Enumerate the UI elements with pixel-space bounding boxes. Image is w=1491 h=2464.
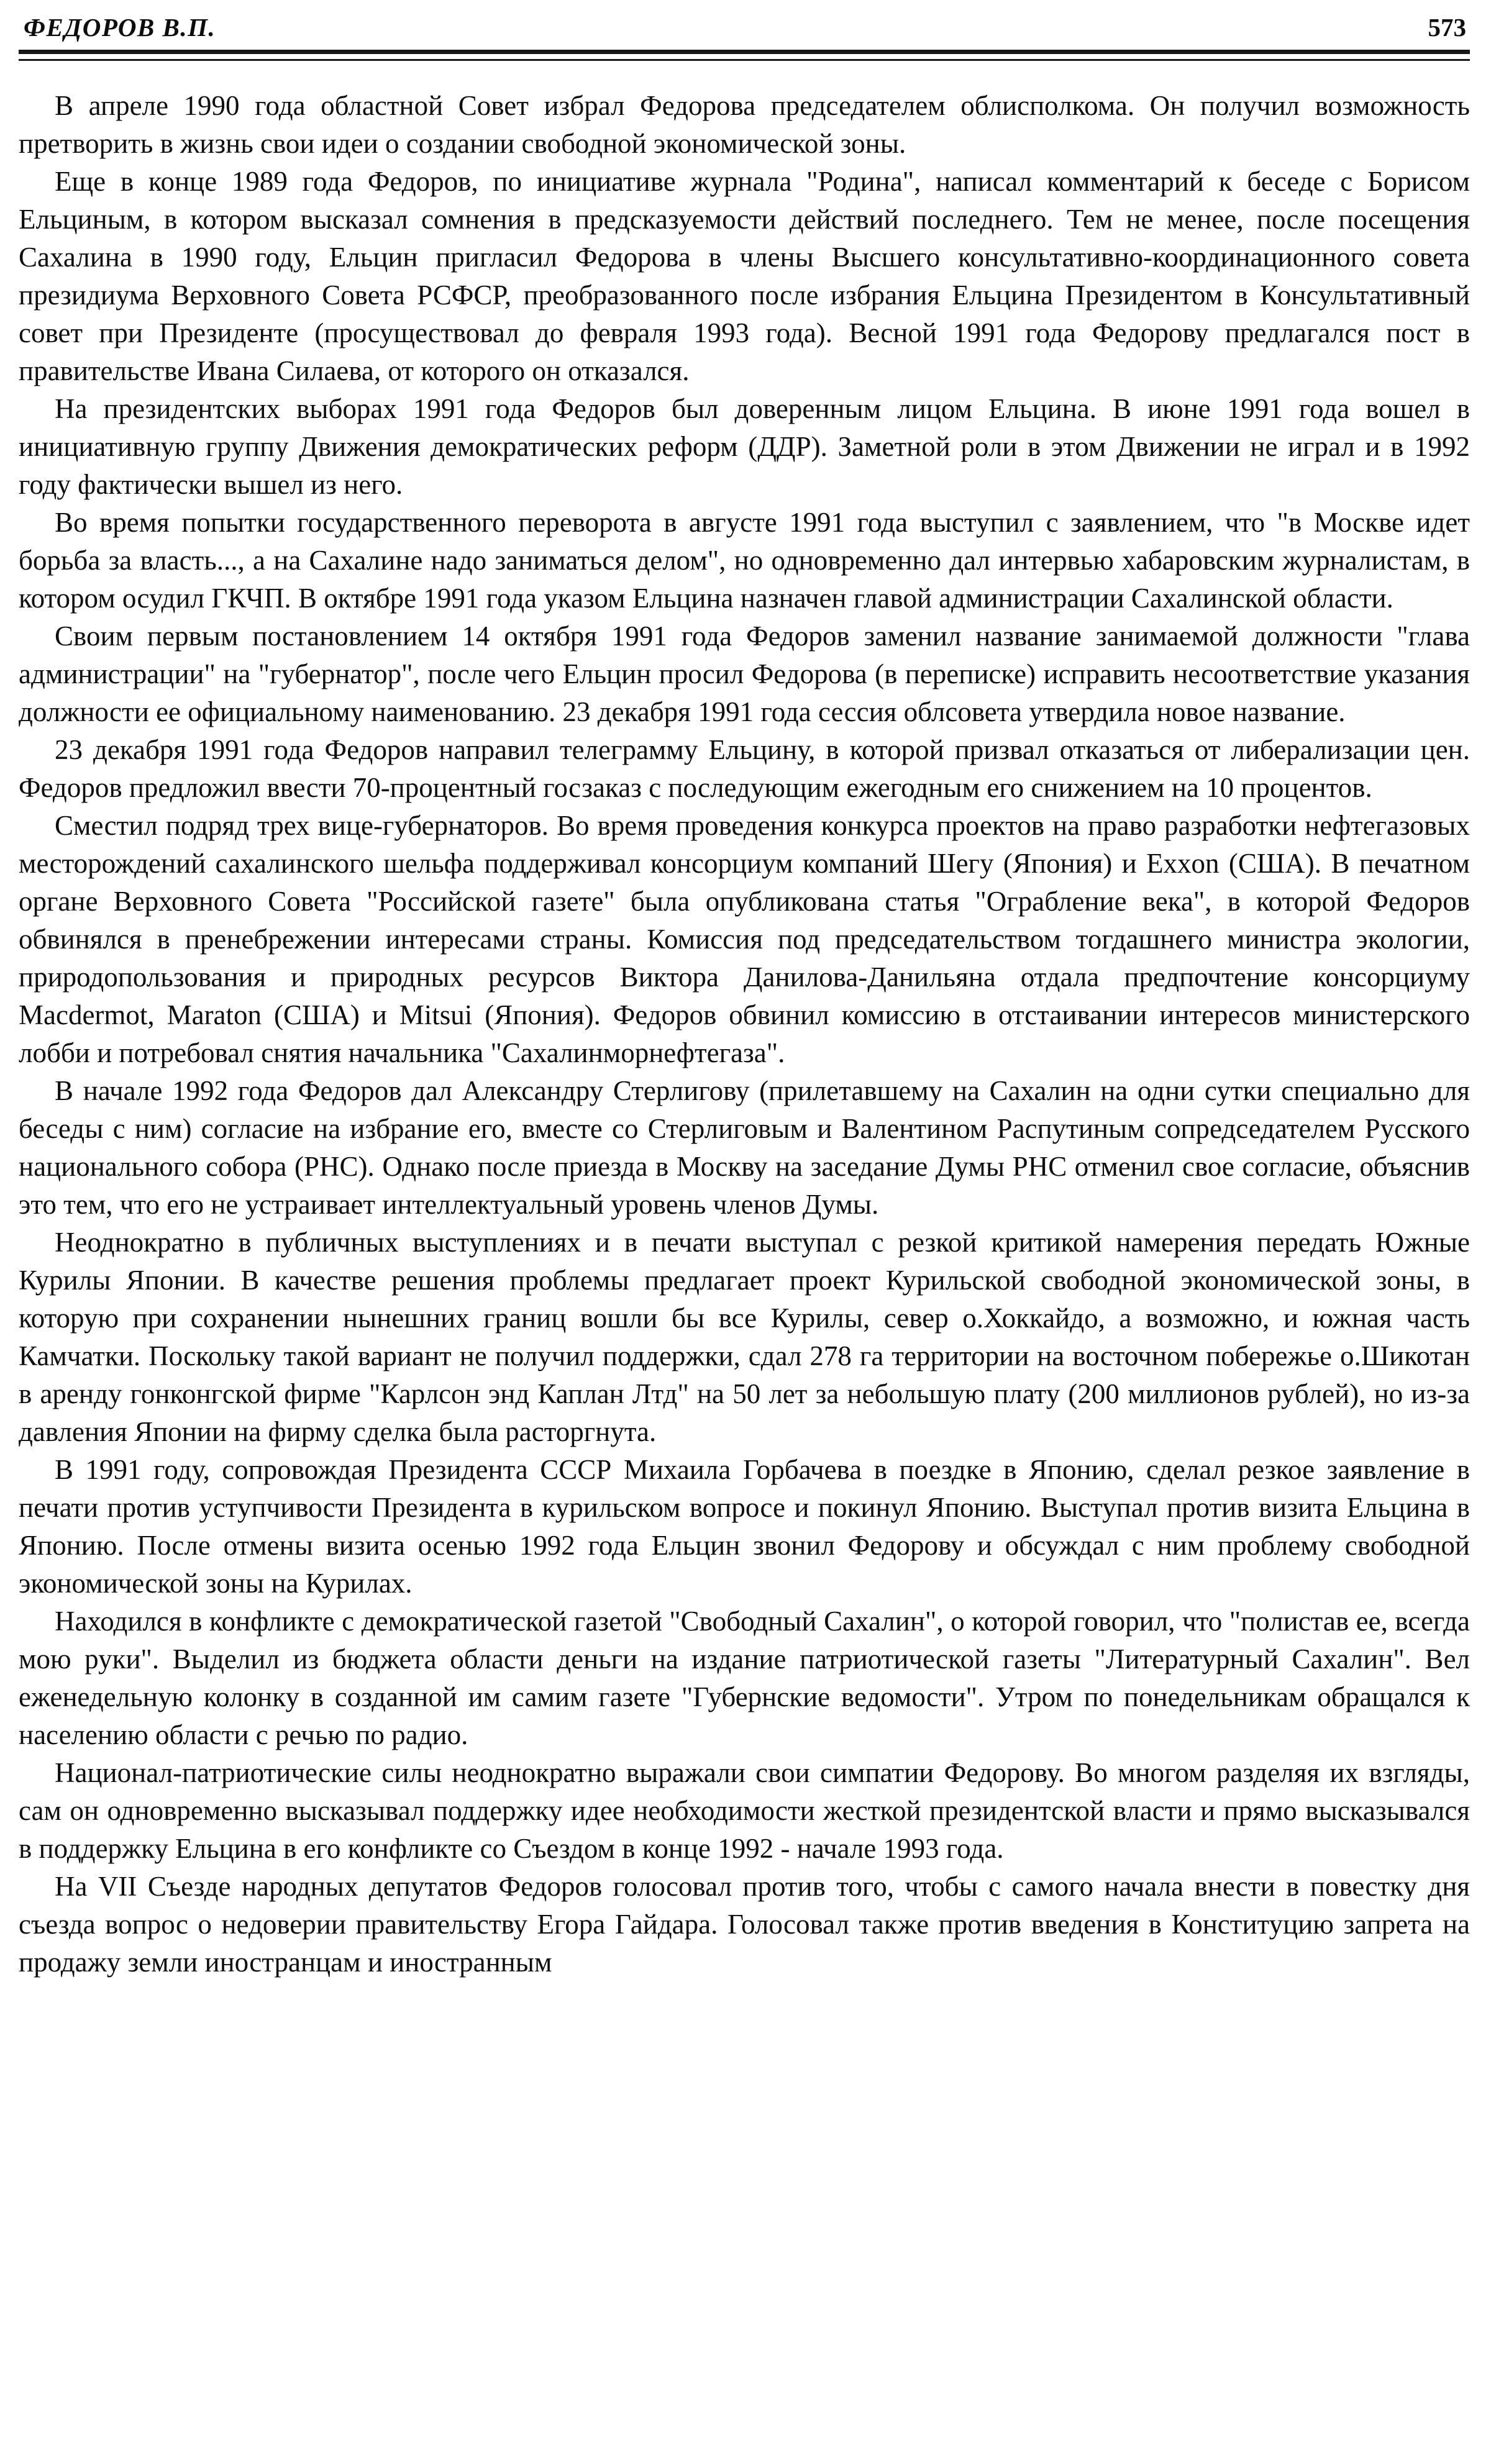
paragraph-12: Национал-патриотические силы неоднократно выражали свои симпатии Федорову. Во многом разделяя их взгляды, сам он одновременно высказывал поддержку идее необходимости жесткой президентской власти и прямо высказывался в поддержку Ельцина в его конфликте со Съездом в конце 1992 - начале 1993 года. [19,1757,1470,1864]
article-body [19,87,1470,1981]
paragraph-6: 23 декабря 1991 года Федоров направил телеграмму Ельцину, в которой призвал отказаться от либерализации цен. Федоров предложил ввести 70-процентный госзаказ с последующим ежегодным его снижением на 10 процентов. [19,734,1470,803]
paragraph-2: Еще в конце 1989 года Федоров, по инициативе журнала "Родина", написал комментарий к беседе с Борисом Ельциным, в котором высказал сомнения в предсказуемости действий последнего. Тем не менее, после посещения Сахалина в 1990 году, Ельцин пригласил Федорова в члены Высшего консультативно-координационного совета президиума Верховного Совета РСФСР, преобразованного после избрания Ельцина Президентом в Консультативный совет при Президенте (просуществовал до февраля 1993 года). Весной 1991 года Федорову предлагался пост в правительстве Ивана Силаева, от которого он отказался. [19,166,1470,386]
paragraph-8: В начале 1992 года Федоров дал Александру Стерлигову (прилетавшему на Сахалин на одни сутки специально для беседы с ним) согласие на избрание его, вместе со Стерлиговым и Валентином Распутиным сопредседателем Русского национального собора (РНС). Однако после приезда в Москву на заседание Думы РНС отменил свое согласие, объяснив это тем, что его не устраивает интеллектуальный уровень членов Думы. [19,1075,1470,1220]
page-number: 573 [1428,13,1466,42]
header-double-rule [19,50,1470,61]
paragraph-5: Своим первым постановлением 14 октября 1991 года Федоров заменил название занимаемой должности "глава администрации" на "губернатор", после чего Ельцин просил Федорова (в переписке) исправить несоответствие указания должности ее официальному наименованию. 23 декабря 1991 года сессия облсовета утвердила новое название. [19,621,1470,727]
paragraph-4: Во время попытки государственного переворота в августе 1991 года выступил с заявлением, что "в Москве идет борьба за власть..., а на Сахалине надо заниматься делом", но одновременно дал интервью хабаровским журналистам, в котором осудил ГКЧП. В октябре 1991 года указом Ельцина назначен главой администрации Сахалинской области. [19,507,1470,614]
paragraph-11: Находился в конфликте с демократической газетой "Свободный Сахалин", о которой говорил, что "полистав ее, всегда мою руки". Выделил из бюджета области деньги на издание патриотической газеты "Литературный Сахалин". Вел еженедельную колонку в созданной им самим газете "Губернские ведомости". Утром по понедельникам обращался к населению области с речью по радио. [19,1606,1470,1750]
paragraph-10: В 1991 году, сопровождая Президента СССР Михаила Горбачева в поездке в Японию, сделал резкое заявление в печати против уступчивости Президента в курильском вопросе и покинул Японию. Выступал против визита Ельцина в Японию. После отмены визита осенью 1992 года Ельцин звонил Федорову и обсуждал с ним проблему свободной экономической зоны на Курилах. [19,1454,1470,1599]
page-header [19,12,1470,42]
running-head-title: ФЕДОРОВ В.П. [24,13,216,42]
paragraph-9: Неоднократно в публичных выступлениях и в печати выступал с резкой критикой намерения передать Южные Курилы Японии. В качестве решения проблемы предлагает проект Курильской свободной экономической зоны, в которую при сохранении нынешних границ вошли бы все Курилы, север о.Хоккайдо, а возможно, и южная часть Камчатки. Поскольку такой вариант не получил поддержки, сдал 278 га территории на восточном побережье о.Шикотан в аренду гонконгской фирме "Карлсон энд Каплан Лтд" на 50 лет за небольшую плату (200 миллионов рублей), но из-за давления Японии на фирму сделка была расторгнута. [19,1227,1470,1447]
paragraph-13: На VII Съезде народных депутатов Федоров голосовал против того, чтобы с самого начала внести в повестку дня съезда вопрос о недоверии правительству Егора Гайдара. Голосовал также против введения в Конституцию запрета на продажу земли иностранцам и иностранным [19,1871,1470,1978]
paragraph-3: На президентских выборах 1991 года Федоров был доверенным лицом Ельцина. В июне 1991 года вошел в инициативную группу Движения демократических реформ (ДДР). Заметной роли в этом Движении не играл и в 1992 году фактически вышел из него. [19,393,1470,500]
paragraph-1: В апреле 1990 года областной Совет избрал Федорова председателем облисполкома. Он получил возможность претворить в жизнь свои идеи о создании свободной экономической зоны. [19,90,1470,159]
paragraph-7: Сместил подряд трех вице-губернаторов. Во время проведения конкурса проектов на право разработки нефтегазовых месторождений сахалинского шельфа поддерживал консорциум компаний Шегу (Япония) и Exxon (США). В печатном органе Верховного Совета "Российской газете" была опубликована статья "Ограбление века", в которой Федоров обвинялся в пренебрежении интересами страны. Комиссия под председательством тогдашнего министра экологии, природопользования и природных ресурсов Виктора Данилова-Данильяна отдала предпочтение консорциуму Macdermot, Maraton (США) и Mitsui (Япония). Федоров обвинил комиссию в отстаивании интересов министерского лобби и потребовал снятия начальника "Сахалинморнефтегаза". [19,810,1470,1068]
